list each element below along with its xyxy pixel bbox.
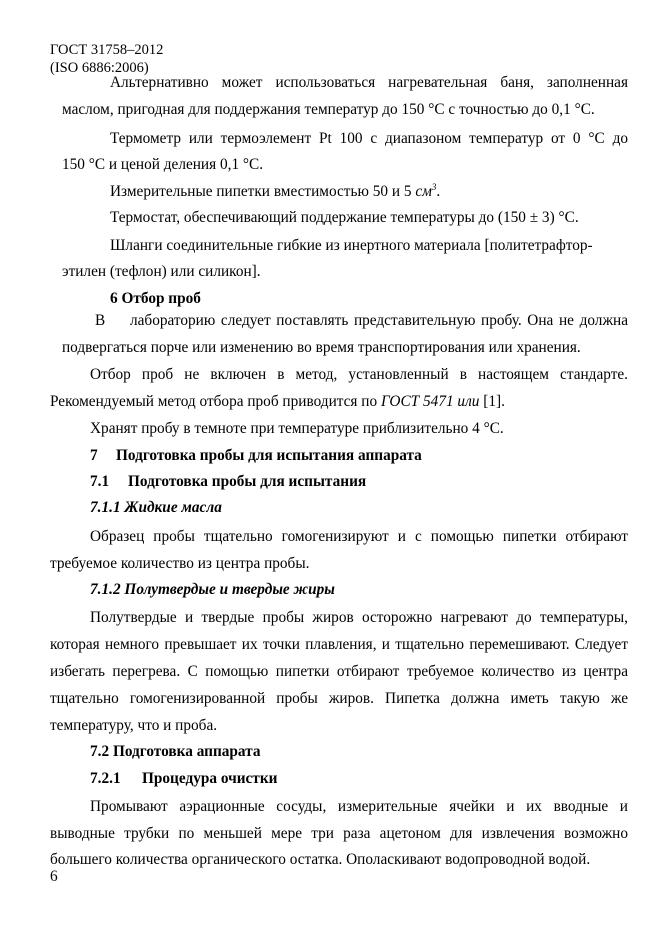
pipettes-unit-sup: 3 bbox=[431, 182, 437, 192]
section6-p3: Хранят пробу в темноте при температуре приблизительно 4 °С. bbox=[90, 420, 504, 437]
section6-p2-line2 bbox=[50, 392, 505, 412]
h7-number: 7 bbox=[90, 447, 98, 464]
header-iso: (ISO 6886:2006) bbox=[50, 60, 149, 76]
h71-number: 7.1 bbox=[90, 473, 110, 490]
header-standard: ГОСТ 31758–2012 bbox=[50, 42, 164, 58]
section6-heading: 6 Отбор проб bbox=[110, 290, 201, 307]
equipment-thermo-line2: 150 °С и ценой деления 0,1 °С. bbox=[62, 156, 264, 173]
equipment-thermo-line1: Термометр или термоэлемент Pt 100 с диапазоном температур от 0 °С до bbox=[110, 130, 628, 147]
section6-p1-word: В bbox=[95, 312, 106, 329]
p721-line1: Промывают аэрационные сосуды, измерительные ячейки и их вводные и bbox=[90, 798, 628, 815]
section712-heading: 7.1.2 Полутвердые и твердые жиры bbox=[90, 581, 335, 598]
p2-line2-post: [1]. bbox=[483, 393, 505, 410]
pipettes-unit: см bbox=[415, 183, 432, 200]
p712-line3: избегать перегрева. С помощью пипетки отбирают требуемое количество из центра bbox=[50, 663, 628, 680]
section6-p2-line1: Отбор проб не включен в метод, установленный в настоящем стандарте. bbox=[90, 366, 628, 383]
section6-p1-rest: лабораторию следует поставлять представительную пробу. Она не должна bbox=[130, 312, 628, 329]
section72-heading: 7.2 Подготовка аппарата bbox=[90, 743, 261, 760]
p711-line1: Образец пробы тщательно гомогенизируют и с помощью пипетки отбирают bbox=[90, 528, 628, 545]
pipettes-text: Измерительные пипетки вместимостью 50 и 5 bbox=[110, 183, 412, 200]
section7-heading bbox=[90, 446, 422, 466]
page-number: 6 bbox=[50, 868, 58, 885]
p712-line1: Полутвердые и твердые пробы жиров осторожно нагревают до температуры, bbox=[90, 609, 628, 626]
p2-reference: ГОСТ 5471 или bbox=[380, 393, 480, 410]
p721-line3: большего количества органического остатка. Ополаскивают водопроводной водой. bbox=[50, 851, 591, 868]
p2-line2-pre: Рекомендуемый метод отбора проб приводится по bbox=[50, 393, 378, 410]
h71-title: Подготовка пробы для испытания bbox=[128, 473, 367, 490]
h721-number: 7.2.1 bbox=[90, 770, 121, 787]
section721-heading bbox=[90, 769, 277, 789]
p711-line2: требуемое количество из центра пробы. bbox=[50, 555, 310, 572]
equipment-bath-line1: Альтернативно может использоваться нагревательная баня, заполненная bbox=[110, 74, 628, 91]
section711-heading: 7.1.1 Жидкие масла bbox=[90, 499, 222, 516]
section6-p1-line2: подвергаться порче или изменению во время транспортирования или хранения. bbox=[62, 339, 581, 356]
h721-title: Процедура очистки bbox=[142, 770, 278, 787]
p712-line5: температуру, что и проба. bbox=[50, 717, 218, 734]
equipment-hoses-line2: этилен (тефлон) или силикон]. bbox=[62, 263, 261, 280]
equipment-pipettes: Измерительные пипетки вместимостью 50 и 5 $см^3$. bbox=[110, 182, 441, 200]
equipment-hoses-line1: Шланги соединительные гибкие из инертного материала [политетрафтор- bbox=[110, 237, 593, 254]
equipment-bath-line2: маслом, пригодная для поддержания температур до 150 °С с точностью до 0,1 °С. bbox=[62, 101, 595, 118]
h7-title: Подготовка пробы для испытания аппарата bbox=[116, 447, 422, 464]
section71-heading bbox=[90, 472, 366, 492]
p721-line2: выводные трубки по меньшей мере три раза ацетоном для извлечения возможно bbox=[50, 825, 628, 842]
p712-line2: которая немного превышает их точки плавления, и тщательно перемешивают. Следует bbox=[50, 636, 628, 653]
equipment-thermostat: Термостат, обеспечивающий поддержание температуры до (150 ± 3) °С. bbox=[110, 209, 579, 226]
p712-line4: тщательно гомогенизированной пробы жиров. Пипетка должна иметь такую же bbox=[50, 690, 628, 707]
